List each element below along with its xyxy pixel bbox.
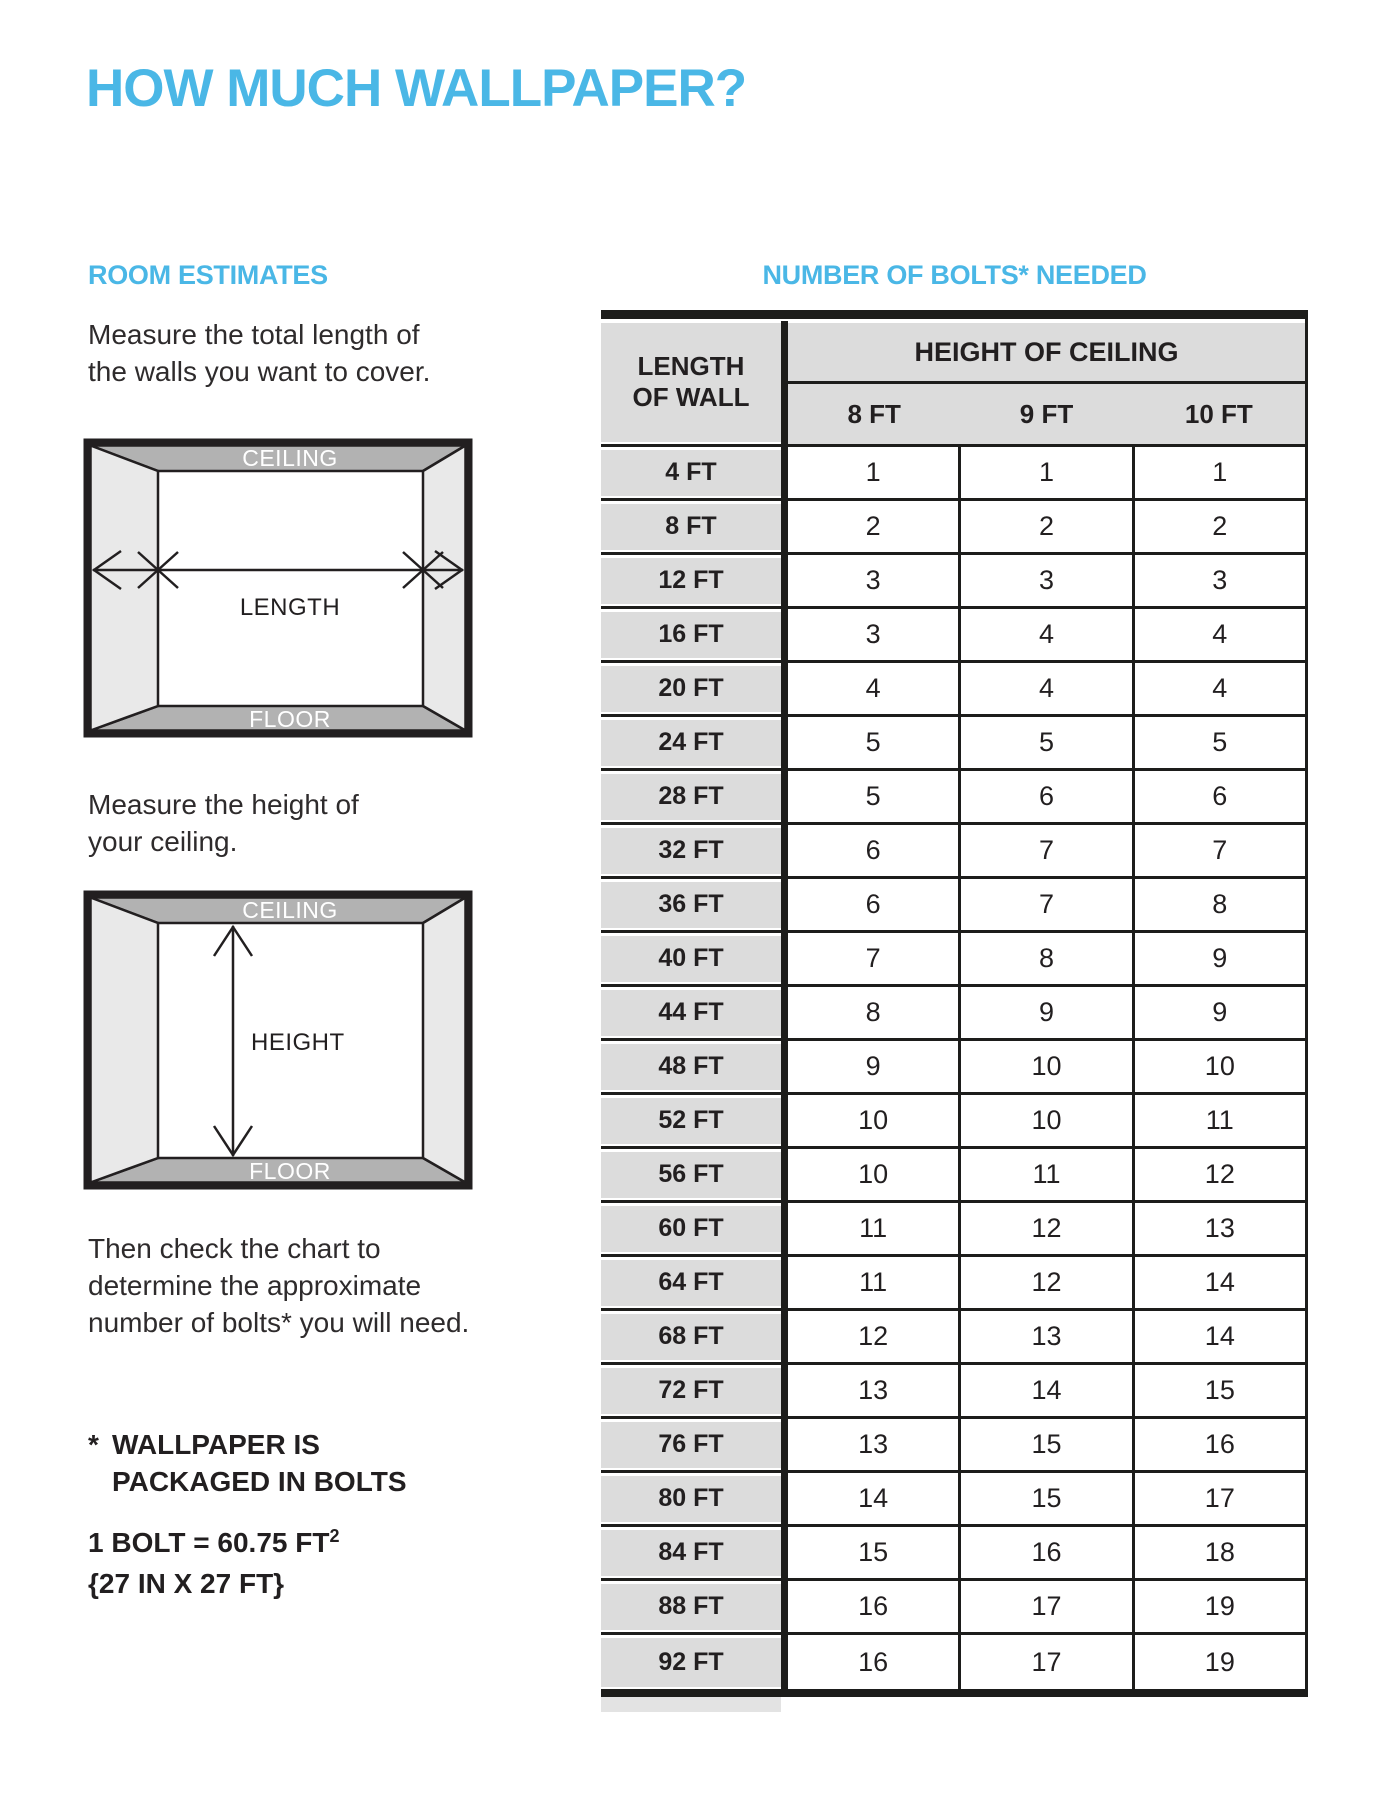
table-row xyxy=(601,1473,1305,1527)
bolt-count-cell: 15 xyxy=(788,1527,958,1578)
bolt-count-cell: 18 xyxy=(1132,1527,1305,1578)
bolt-count-cell: 19 xyxy=(1132,1635,1305,1689)
row-length-cell: 12 FT xyxy=(601,558,781,604)
wallpaper-footnote xyxy=(88,1426,407,1500)
row-length-cell: 60 FT xyxy=(601,1206,781,1252)
table-divider xyxy=(781,771,788,822)
row-length-cell: 92 FT xyxy=(601,1638,781,1687)
asterisk-marker: * xyxy=(88,1429,99,1460)
ceiling-label: CEILING xyxy=(242,897,338,923)
row-length-cell: 4 FT xyxy=(601,450,781,496)
bolt-count-cell: 6 xyxy=(788,825,958,876)
bolt-count-cell: 2 xyxy=(1132,501,1305,552)
table-row xyxy=(601,879,1305,933)
table-row xyxy=(601,663,1305,717)
step1-line2: the walls you want to cover. xyxy=(88,356,431,387)
bolt-count-cell: 8 xyxy=(788,987,958,1038)
bolt-count-cell: 10 xyxy=(958,1041,1131,1092)
bolt-count-cell: 11 xyxy=(788,1203,958,1254)
ceiling-heights-row xyxy=(788,384,1305,444)
row-length-cell: 88 FT xyxy=(601,1584,781,1630)
bolt-count-cell: 4 xyxy=(958,609,1131,660)
bolt-count-cell: 7 xyxy=(958,825,1131,876)
bolt-count-cell: 13 xyxy=(788,1365,958,1416)
step2-text xyxy=(88,786,359,860)
bolt-count-cell: 9 xyxy=(788,1041,958,1092)
left-wall-face xyxy=(91,898,159,1183)
bolt-count-cell: 6 xyxy=(958,771,1131,822)
bolt-count-cell: 11 xyxy=(1132,1095,1305,1146)
row-length-cell: 56 FT xyxy=(601,1152,781,1198)
bolt-exponent: 2 xyxy=(329,1526,340,1546)
bolt-count-cell: 14 xyxy=(1132,1257,1305,1308)
bolt-count-cell: 15 xyxy=(958,1473,1131,1524)
bolt-count-cell: 12 xyxy=(958,1203,1131,1254)
bolt-count-cell: 10 xyxy=(1132,1041,1305,1092)
bolt-count-cell: 11 xyxy=(958,1149,1131,1200)
room-height-diagram xyxy=(83,890,473,1190)
floor-label: FLOOR xyxy=(249,1158,331,1184)
bolt-count-cell: 5 xyxy=(788,717,958,768)
bolt-count-cell: 5 xyxy=(788,771,958,822)
table-divider xyxy=(781,1581,788,1632)
table-row xyxy=(601,1041,1305,1095)
length-of-wall-line1: LENGTH xyxy=(637,351,745,382)
bolt-count-cell: 4 xyxy=(958,663,1131,714)
bolt-count-cell: 2 xyxy=(788,501,958,552)
room-length-diagram xyxy=(83,438,473,738)
bolt-count-cell: 8 xyxy=(958,933,1131,984)
row-length-cell: 20 FT xyxy=(601,666,781,712)
bolt-count-cell: 4 xyxy=(1132,609,1305,660)
bolt-count-cell: 12 xyxy=(1132,1149,1305,1200)
bolt-dimensions: {27 IN X 27 FT} xyxy=(88,1568,285,1599)
table-row xyxy=(601,1149,1305,1203)
bolt-count-cell: 3 xyxy=(788,555,958,606)
row-length-cell: 44 FT xyxy=(601,990,781,1036)
step2-line2: your ceiling. xyxy=(88,826,238,857)
floor-label: FLOOR xyxy=(249,706,331,732)
table-divider xyxy=(781,321,788,444)
table-divider xyxy=(781,717,788,768)
table-row xyxy=(601,1527,1305,1581)
table-divider xyxy=(781,1473,788,1524)
table-row xyxy=(601,447,1305,501)
bolt-count-cell: 7 xyxy=(958,879,1131,930)
row-length-cell: 84 FT xyxy=(601,1530,781,1576)
bolt-count-cell: 15 xyxy=(958,1419,1131,1470)
bolt-count-cell: 9 xyxy=(1132,987,1305,1038)
row-length-cell: 52 FT xyxy=(601,1098,781,1144)
table-divider xyxy=(781,987,788,1038)
row-length-cell: 48 FT xyxy=(601,1044,781,1090)
row-length-cell: 80 FT xyxy=(601,1476,781,1522)
bolt-count-cell: 1 xyxy=(1132,447,1305,498)
table-divider xyxy=(781,933,788,984)
table-divider xyxy=(781,1419,788,1470)
page-title: HOW MUCH WALLPAPER? xyxy=(86,59,747,118)
step3-line1: Then check the chart to xyxy=(88,1233,381,1264)
bolt-count-cell: 16 xyxy=(788,1635,958,1689)
table-row xyxy=(601,555,1305,609)
bolt-count-cell: 4 xyxy=(788,663,958,714)
bolt-count-cell: 1 xyxy=(788,447,958,498)
row-length-cell: 8 FT xyxy=(601,504,781,550)
bolt-count-cell: 1 xyxy=(958,447,1131,498)
bolt-count-cell: 3 xyxy=(1132,555,1305,606)
row-length-cell: 28 FT xyxy=(601,774,781,820)
table-row xyxy=(601,771,1305,825)
row-length-cell: 68 FT xyxy=(601,1314,781,1360)
bolt-count-cell: 3 xyxy=(788,609,958,660)
bolt-count-cell: 17 xyxy=(958,1635,1131,1689)
row-length-cell: 72 FT xyxy=(601,1368,781,1414)
bolt-count-cell: 14 xyxy=(958,1365,1131,1416)
bolt-count-cell: 9 xyxy=(958,987,1131,1038)
row-length-cell: 64 FT xyxy=(601,1260,781,1306)
bolt-count-cell: 12 xyxy=(788,1311,958,1362)
height-of-ceiling-header: HEIGHT OF CEILING xyxy=(788,323,1305,384)
bolt-count-cell: 14 xyxy=(1132,1311,1305,1362)
bolt-count-cell: 13 xyxy=(1132,1203,1305,1254)
right-wall-face xyxy=(423,898,466,1183)
step3-line2: determine the approximate xyxy=(88,1270,422,1301)
bolt-count-cell: 16 xyxy=(958,1527,1131,1578)
bolt-count-cell: 11 xyxy=(788,1257,958,1308)
length-of-wall-header xyxy=(601,323,781,442)
table-row xyxy=(601,1635,1305,1689)
table-divider xyxy=(781,663,788,714)
bolt-count-cell: 6 xyxy=(1132,771,1305,822)
bolt-count-cell: 5 xyxy=(958,717,1131,768)
table-divider xyxy=(781,1365,788,1416)
bolt-count-cell: 10 xyxy=(958,1095,1131,1146)
bolt-count-cell: 9 xyxy=(1132,933,1305,984)
table-divider xyxy=(781,825,788,876)
step1-text xyxy=(88,316,430,390)
table-divider xyxy=(781,879,788,930)
length-of-wall-line2: OF WALL xyxy=(632,382,750,413)
ceiling-10ft-header: 10 FT xyxy=(1184,398,1253,429)
table-row xyxy=(601,825,1305,879)
bolt-info xyxy=(88,1524,339,1603)
ceiling-label: CEILING xyxy=(242,445,338,471)
bolt-count-cell: 14 xyxy=(788,1473,958,1524)
bolt-count-cell: 10 xyxy=(788,1149,958,1200)
table-row xyxy=(601,717,1305,771)
ceiling-header-group xyxy=(788,323,1305,444)
bolt-count-cell: 6 xyxy=(788,879,958,930)
table-divider xyxy=(781,1095,788,1146)
table-divider xyxy=(781,1203,788,1254)
table-row xyxy=(601,1419,1305,1473)
table-divider xyxy=(781,1311,788,1362)
table-divider xyxy=(781,1041,788,1092)
table-row xyxy=(601,1203,1305,1257)
table-row xyxy=(601,609,1305,663)
table-divider xyxy=(781,1527,788,1578)
table-divider xyxy=(781,555,788,606)
step2-line1: Measure the height of xyxy=(88,789,359,820)
bolt-count-cell: 5 xyxy=(1132,717,1305,768)
bolt-count-cell: 13 xyxy=(958,1311,1131,1362)
table-header xyxy=(601,321,1305,447)
row-length-cell: 40 FT xyxy=(601,936,781,982)
step1-line1: Measure the total length of xyxy=(88,319,420,350)
table-footer-strip xyxy=(601,1697,781,1712)
bolt-count-cell: 3 xyxy=(958,555,1131,606)
step3-line3: number of bolts* you will need. xyxy=(88,1307,470,1338)
table-divider xyxy=(781,501,788,552)
bolt-equation-line xyxy=(88,1524,339,1565)
table-row xyxy=(601,933,1305,987)
bolt-count-cell: 4 xyxy=(1132,663,1305,714)
table-divider xyxy=(781,609,788,660)
bolt-count-cell: 7 xyxy=(1132,825,1305,876)
row-length-cell: 36 FT xyxy=(601,882,781,928)
table-body xyxy=(601,447,1305,1689)
table-divider xyxy=(781,1257,788,1308)
bolt-count-cell: 16 xyxy=(788,1581,958,1632)
footnote-line1: WALLPAPER IS xyxy=(112,1429,320,1460)
bolt-count-cell: 7 xyxy=(788,933,958,984)
bolt-count-cell: 19 xyxy=(1132,1581,1305,1632)
bolt-equation: 1 BOLT = 60.75 FT xyxy=(88,1527,330,1558)
bolt-count-cell: 10 xyxy=(788,1095,958,1146)
bolt-count-cell: 12 xyxy=(958,1257,1131,1308)
bolt-count-cell: 16 xyxy=(1132,1419,1305,1470)
row-length-cell: 16 FT xyxy=(601,612,781,658)
bolt-count-cell: 13 xyxy=(788,1419,958,1470)
bolt-count-cell: 15 xyxy=(1132,1365,1305,1416)
step3-text xyxy=(88,1230,469,1341)
table-divider xyxy=(781,447,788,498)
bolts-needed-heading: NUMBER OF BOLTS* NEEDED xyxy=(762,260,1147,290)
footnote-line2: PACKAGED IN BOLTS xyxy=(112,1466,407,1497)
table-divider xyxy=(781,1149,788,1200)
table-row xyxy=(601,501,1305,555)
length-label: LENGTH xyxy=(239,594,341,621)
table-row xyxy=(601,1257,1305,1311)
row-length-cell: 32 FT xyxy=(601,828,781,874)
right-wall-face xyxy=(423,446,466,731)
bolt-count-cell: 17 xyxy=(1132,1473,1305,1524)
ceiling-8ft-header: 8 FT xyxy=(847,398,901,429)
bolt-count-cell: 2 xyxy=(958,501,1131,552)
row-length-cell: 24 FT xyxy=(601,720,781,766)
table-row xyxy=(601,1365,1305,1419)
table-row xyxy=(601,1095,1305,1149)
table-row xyxy=(601,1581,1305,1635)
table-row xyxy=(601,987,1305,1041)
left-wall-face xyxy=(91,446,159,731)
bolts-table xyxy=(601,310,1308,1697)
height-label: HEIGHT xyxy=(251,1029,345,1056)
table-divider xyxy=(781,1635,788,1689)
table-row xyxy=(601,1311,1305,1365)
bolt-count-cell: 8 xyxy=(1132,879,1305,930)
ceiling-9ft-header: 9 FT xyxy=(1019,398,1074,429)
row-length-cell: 76 FT xyxy=(601,1422,781,1468)
room-estimates-heading: ROOM ESTIMATES xyxy=(88,260,328,290)
bolt-count-cell: 17 xyxy=(958,1581,1131,1632)
